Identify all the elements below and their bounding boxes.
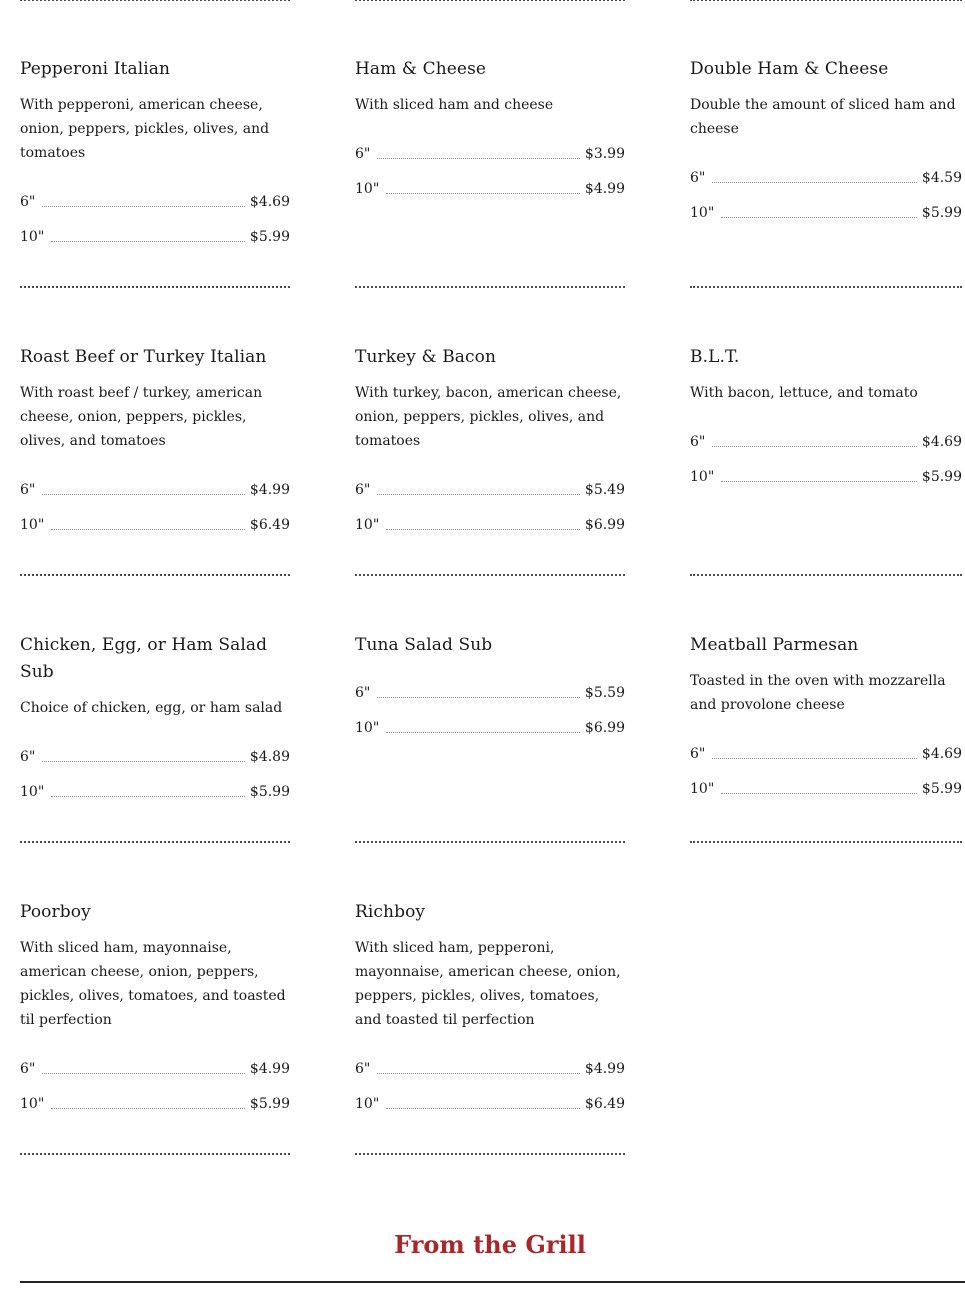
item-separator: [690, 286, 962, 288]
size-label: 10": [20, 229, 45, 245]
menu-item-ham-cheese: [355, 56, 625, 199]
price-list: [355, 129, 625, 199]
item-separator: [355, 0, 625, 1]
price-row: [20, 1079, 290, 1114]
price-row: [20, 500, 290, 535]
item-description: With turkey, bacon, american cheese, onion, peppers, pickles, olives, and tomatoes: [355, 385, 622, 449]
dot-leader: [42, 205, 245, 207]
size-label: 10": [20, 517, 45, 533]
item-title: Chicken, Egg, or Ham Salad Sub: [20, 635, 268, 682]
menu-item-richboy: [355, 899, 625, 1114]
dot-leader: [377, 493, 580, 495]
price-list: [355, 1044, 625, 1114]
menu-item-pepperoni-italian: [20, 56, 290, 247]
price-list: [690, 729, 962, 799]
dot-leader: [721, 792, 917, 794]
price-row: [690, 188, 962, 223]
item-title: Poorboy: [20, 902, 91, 922]
price-row: [355, 1044, 625, 1079]
price-list: [355, 465, 625, 535]
price-value: $4.99: [249, 1061, 290, 1077]
size-label: 6": [690, 170, 706, 186]
section-divider: [20, 1281, 965, 1283]
price-value: $3.99: [584, 146, 625, 162]
price-row: [355, 703, 625, 738]
item-description: With sliced ham, mayonnaise, american cheese, onion, peppers, pickles, olives, tomatoes, and toasted til perfection: [20, 940, 286, 1028]
price-value: $4.99: [584, 181, 625, 197]
price-row: [355, 500, 625, 535]
price-row: [690, 452, 962, 487]
size-label: 6": [355, 146, 371, 162]
price-value: $5.99: [249, 784, 290, 800]
item-title: Double Ham & Cheese: [690, 59, 889, 79]
dot-leader: [386, 192, 580, 194]
dot-leader: [721, 216, 917, 218]
size-label: 6": [355, 1061, 371, 1077]
dot-leader: [386, 1107, 580, 1109]
size-label: 6": [20, 749, 36, 765]
price-row: [20, 767, 290, 802]
price-value: $5.99: [249, 1096, 290, 1112]
size-label: 10": [690, 205, 715, 221]
size-label: 10": [355, 181, 380, 197]
dot-leader: [712, 757, 917, 759]
dot-leader: [712, 181, 917, 183]
price-value: $4.69: [921, 746, 962, 762]
price-value: $4.69: [249, 194, 290, 210]
price-row: [355, 465, 625, 500]
item-title: Tuna Salad Sub: [355, 635, 493, 655]
price-list: [690, 153, 962, 223]
size-label: 10": [355, 517, 380, 533]
item-description: With roast beef / turkey, american cheese, onion, peppers, pickles, olives, and tomatoes: [20, 385, 263, 449]
dot-leader: [51, 795, 245, 797]
price-value: $4.99: [584, 1061, 625, 1077]
price-value: $4.99: [249, 482, 290, 498]
menu-item-turkey-bacon: [355, 344, 625, 535]
price-value: $6.49: [584, 1096, 625, 1112]
item-title: Richboy: [355, 902, 426, 922]
size-label: 6": [20, 194, 36, 210]
dot-leader: [377, 1072, 580, 1074]
item-description: With sliced ham and cheese: [355, 97, 554, 113]
price-value: $4.59: [921, 170, 962, 186]
dot-leader: [51, 528, 245, 530]
item-separator: [355, 841, 625, 843]
item-title: Pepperoni Italian: [20, 59, 171, 79]
price-row: [20, 177, 290, 212]
price-row: [355, 1079, 625, 1114]
price-row: [690, 153, 962, 188]
price-list: [20, 465, 290, 535]
item-title: Meatball Parmesan: [690, 635, 859, 655]
item-separator: [355, 574, 625, 576]
size-label: 10": [355, 720, 380, 736]
size-label: 10": [690, 781, 715, 797]
menu-item-blt: [690, 344, 962, 487]
dot-leader: [51, 1107, 245, 1109]
size-label: 6": [20, 1061, 36, 1077]
price-value: $4.69: [921, 434, 962, 450]
dot-leader: [377, 157, 580, 159]
item-separator: [20, 286, 290, 288]
price-row: [690, 764, 962, 799]
price-row: [355, 668, 625, 703]
menu-item-chicken-egg-ham-salad-sub: [20, 632, 290, 802]
price-row: [690, 417, 962, 452]
size-label: 10": [20, 1096, 45, 1112]
item-description: Double the amount of sliced ham and cheese: [690, 97, 956, 137]
size-label: 10": [355, 1096, 380, 1112]
price-row: [20, 465, 290, 500]
item-separator: [690, 841, 962, 843]
menu-item-roast-beef-turkey-italian: [20, 344, 290, 535]
price-value: $6.99: [584, 720, 625, 736]
price-value: $4.89: [249, 749, 290, 765]
price-row: [20, 212, 290, 247]
dot-leader: [42, 493, 245, 495]
dot-leader: [386, 731, 580, 733]
size-label: 6": [690, 434, 706, 450]
dot-leader: [712, 445, 917, 447]
item-separator: [690, 574, 962, 576]
item-title: Ham & Cheese: [355, 59, 487, 79]
price-list: [355, 668, 625, 738]
dot-leader: [42, 1072, 245, 1074]
size-label: 6": [690, 746, 706, 762]
price-value: $6.49: [249, 517, 290, 533]
dot-leader: [377, 696, 580, 698]
item-separator: [20, 841, 290, 843]
dot-leader: [42, 760, 245, 762]
price-value: $5.99: [921, 205, 962, 221]
item-description: With pepperoni, american cheese, onion, peppers, pickles, olives, and tomatoes: [20, 97, 270, 161]
item-description: Toasted in the oven with mozzarella and provolone cheese: [690, 673, 946, 713]
size-label: 6": [20, 482, 36, 498]
size-label: 6": [355, 482, 371, 498]
price-value: $5.99: [249, 229, 290, 245]
item-description: With sliced ham, pepperoni, mayonnaise, american cheese, onion, peppers, pickles, olives, tomatoes, and toasted til perfection: [355, 940, 621, 1028]
menu-item-tuna-salad-sub: [355, 632, 625, 738]
price-value: $6.99: [584, 517, 625, 533]
item-separator: [690, 0, 962, 1]
price-list: [690, 417, 962, 487]
size-label: 10": [690, 469, 715, 485]
item-title: B.L.T.: [690, 347, 740, 367]
price-row: [355, 164, 625, 199]
item-description: Choice of chicken, egg, or ham salad: [20, 700, 283, 716]
item-separator: [20, 1153, 290, 1155]
item-separator: [20, 0, 290, 1]
item-separator: [20, 574, 290, 576]
section-title-from-the-grill: From the Grill: [394, 1230, 586, 1259]
item-description: With bacon, lettuce, and tomato: [690, 385, 918, 401]
item-title: Turkey & Bacon: [355, 347, 497, 367]
size-label: 6": [355, 685, 371, 701]
item-separator: [355, 286, 625, 288]
size-label: 10": [20, 784, 45, 800]
menu-item-meatball-parmesan: [690, 632, 962, 799]
item-separator: [355, 1153, 625, 1155]
price-row: [355, 129, 625, 164]
price-value: $5.59: [584, 685, 625, 701]
price-value: $5.49: [584, 482, 625, 498]
menu-item-double-ham-cheese: [690, 56, 962, 223]
price-row: [20, 1044, 290, 1079]
price-value: $5.99: [921, 469, 962, 485]
price-row: [20, 732, 290, 767]
dot-leader: [721, 480, 917, 482]
price-row: [690, 729, 962, 764]
dot-leader: [51, 240, 245, 242]
dot-leader: [386, 528, 580, 530]
price-list: [20, 1044, 290, 1114]
price-list: [20, 732, 290, 802]
menu-item-poorboy: [20, 899, 290, 1114]
price-list: [20, 177, 290, 247]
price-value: $5.99: [921, 781, 962, 797]
item-title: Roast Beef or Turkey Italian: [20, 347, 267, 367]
